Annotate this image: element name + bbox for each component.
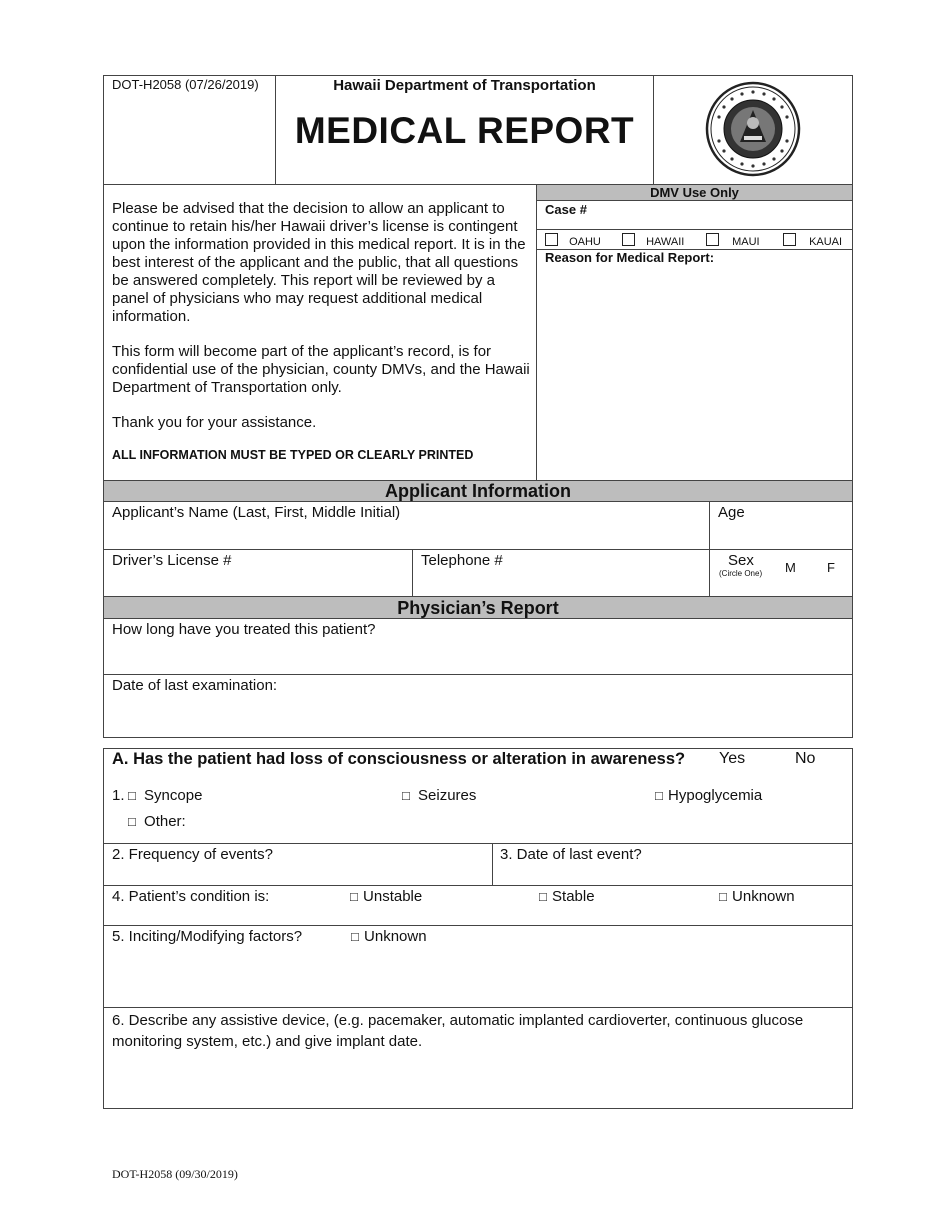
case-divider [537, 229, 852, 230]
sex-option-m[interactable]: M [785, 560, 796, 575]
applicant-age-label: Age [718, 504, 745, 521]
inciting-unknown-checkbox[interactable]: □ [351, 929, 359, 944]
last-event-label: 3. Date of last event? [500, 846, 642, 863]
reason-label: Reason for Medical Report: [545, 250, 715, 265]
seizures-checkbox[interactable]: □ [402, 788, 410, 803]
oahu-checkbox[interactable] [545, 233, 558, 246]
syncope-label: Syncope [144, 787, 203, 804]
kauai-label: KAUAI [809, 236, 843, 248]
applicant-name-label: Applicant’s Name (Last, First, Middle Initial) [112, 504, 401, 521]
section-a-yes[interactable]: Yes [719, 750, 746, 767]
stable-label: Stable [552, 888, 595, 905]
applicant-heading: Applicant Information [103, 480, 853, 502]
notice-paragraph-4: ALL INFORMATION MUST BE TYPED OR CLEARLY PRINTED [112, 448, 474, 462]
notice-paragraph-3: Thank you for your assistance. [112, 414, 317, 431]
case-label: Case # [545, 202, 587, 217]
option-unstable[interactable] [350, 888, 422, 906]
other-label: Other: [144, 813, 186, 830]
treated-duration-label: How long have you treated this patient? [112, 621, 376, 638]
unstable-checkbox[interactable]: □ [350, 889, 358, 904]
option-hypoglycemia[interactable] [655, 787, 762, 805]
syncope-checkbox[interactable]: □ [128, 788, 136, 803]
telephone-label: Telephone # [421, 552, 503, 569]
hypoglycemia-label: Hypoglycemia [668, 787, 763, 804]
sex-hint: (Circle One) [719, 569, 763, 578]
section-a-question: A. Has the patient had loss of consciousness or alteration in awareness? [112, 750, 686, 768]
option-other[interactable] [128, 813, 186, 831]
sex-option-f[interactable]: F [827, 560, 835, 575]
maui-checkbox[interactable] [706, 233, 719, 246]
footer-form-id: DOT-H2058 (09/30/2019) [112, 1167, 238, 1181]
condition-label: 4. Patient’s condition is: [112, 888, 270, 905]
section-a-divider-2 [103, 885, 853, 886]
island-oahu[interactable] [545, 233, 601, 248]
stable-checkbox[interactable]: □ [539, 889, 547, 904]
section-a-no[interactable]: No [795, 750, 816, 767]
hypoglycemia-checkbox[interactable]: □ [655, 788, 663, 803]
state-of-hawaii-seal-icon [704, 80, 802, 178]
island-maui[interactable] [706, 233, 760, 248]
header-divider-right [653, 75, 654, 185]
notice-paragraph-2: This form will become part of the applicant’s record, is for confidential use of the physician, county DMVs, and the Hawaii Department of Transportation only. [112, 343, 530, 396]
option-stable[interactable] [539, 888, 595, 906]
unstable-label: Unstable [363, 888, 423, 905]
island-kauai[interactable] [783, 233, 842, 248]
department-name: Hawaii Department of Transportation [333, 77, 596, 94]
seizures-label: Seizures [418, 787, 477, 804]
physician-heading: Physician’s Report [103, 596, 853, 619]
condition-unknown-label: Unknown [732, 888, 795, 905]
assistive-device-label: 6. Describe any assistive device, (e.g. pacemaker, automatic implanted cardioverter, continuous glucose monitoring system, etc.) and give implant date. [112, 1012, 804, 1050]
option-inciting-unknown[interactable] [351, 928, 427, 946]
last-exam-label: Date of last examination: [112, 677, 278, 694]
page-title: MEDICAL REPORT [294, 110, 635, 151]
form-id: DOT-H2058 (07/26/2019) [112, 77, 259, 92]
kauai-checkbox[interactable] [783, 233, 796, 246]
item1-prefix: 1. [112, 787, 125, 804]
option-syncope[interactable] [128, 787, 202, 805]
oahu-label: OAHU [569, 236, 601, 248]
dmv-heading: DMV Use Only [537, 185, 852, 201]
inciting-label: 5. Inciting/Modifying factors? [112, 928, 303, 945]
inciting-unknown-label: Unknown [364, 928, 427, 945]
other-checkbox[interactable]: □ [128, 814, 136, 829]
island-hawaii[interactable] [622, 233, 684, 248]
option-seizures[interactable] [402, 787, 476, 805]
hawaii-checkbox[interactable] [622, 233, 635, 246]
sex-label: Sex [728, 552, 754, 569]
license-label: Driver’s License # [112, 552, 232, 569]
notice-paragraph-1: Please be advised that the decision to allow an applicant to continue to retain his/her Hawaii driver’s license is contingent upon the information provided in this medical report. It is in the best interest of the applicant and the public, that all questions be answered completely. This report will be reviewed by a panel of physicians who may request additional medical information. [112, 200, 526, 325]
condition-unknown-checkbox[interactable]: □ [719, 889, 727, 904]
maui-label: MAUI [732, 236, 760, 248]
hawaii-label: HAWAII [646, 236, 685, 248]
frequency-label: 2. Frequency of events? [112, 846, 273, 863]
option-condition-unknown[interactable] [719, 888, 795, 906]
